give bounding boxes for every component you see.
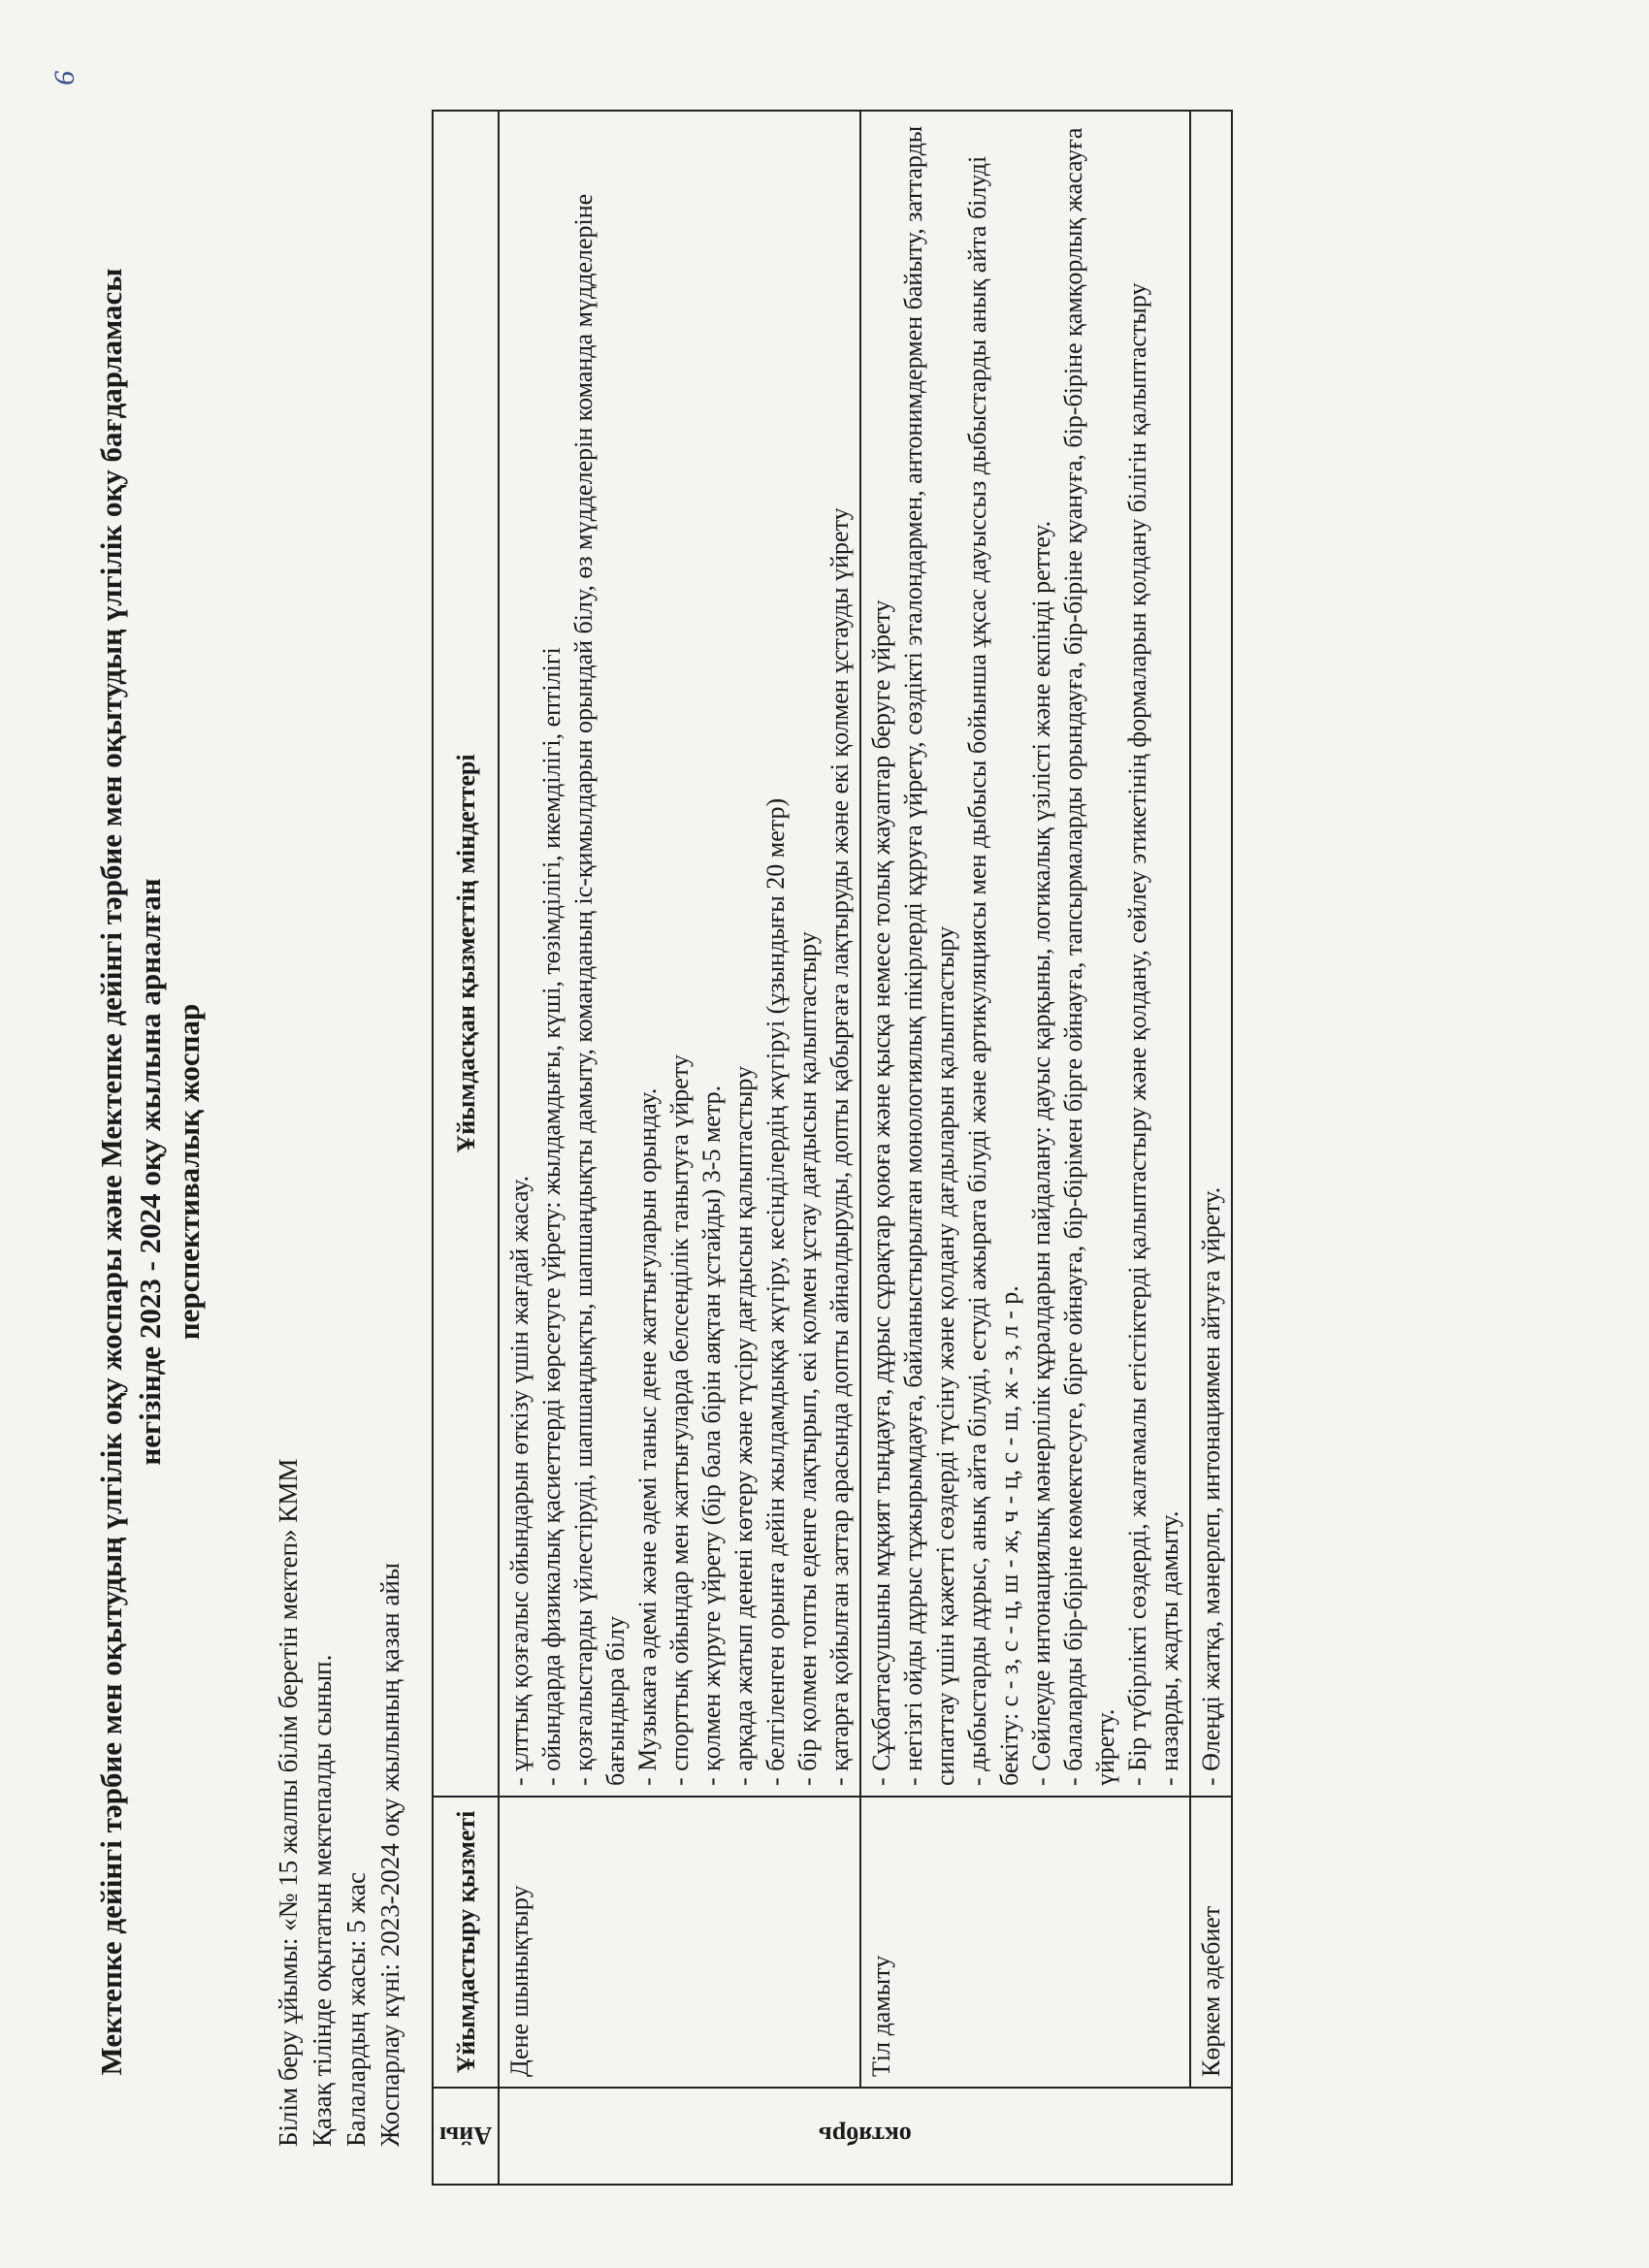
plan-table bbox=[432, 110, 1233, 2186]
meta-organization: Білім беру ұйымы: «№ 15 жалпы білім беретін мектеп» КММ bbox=[274, 1458, 303, 2147]
task-item: - арқада жатып денені көтеру және түсіру дағдысын қалыптастыру bbox=[729, 1065, 759, 1786]
title-line-3: перспективалық жоспар bbox=[172, 1003, 206, 1341]
header-tasks: Ұйымдасқан қызметтің міндеттері bbox=[433, 111, 499, 1797]
task-item: - Сөйлеуде интонациялық мәнерлілік құралдарын пайдалану: дауыс қарқыны, логикалық үзілісті және екпінді реттеу. bbox=[1027, 520, 1056, 1786]
task-item: - қатарға қойылған заттар арасында допты айналдыруды, допты қабырғаға лақтыруды және екі қолмен ұстауды үйрету bbox=[825, 507, 855, 1786]
activity-cell: Тіл дамыту bbox=[860, 1797, 1190, 2088]
task-item: - Сұхбаттасушыны мұқият тыңдауға, дұрыс сұрақтар қоюға және қысқа немесе толық жауаптар беруге үйрету bbox=[867, 599, 896, 1786]
tasks-cell bbox=[499, 111, 860, 1797]
meta-age: Балалардың жасы: 5 жас bbox=[341, 1872, 371, 2147]
month-label: октябрь bbox=[819, 2122, 912, 2151]
task-item: - қозғалыстарды үйлестіруді, шапшаңдықты, шапшаңдықты дамыту, команданың іс-қимылдарын орындай білу, өз мүдделерін команда мүдделеріне бағындыра білу bbox=[569, 193, 630, 1786]
task-item: - белгіленген орынға дейін жылдамдыққа жүгіру, кесінділердің жүгіруі (ұзындығы 20 метр) bbox=[761, 797, 791, 1786]
task-item: - негізгі ойды дұрыс тұжырымдауға, байланыстырылған монологиялық пікірлерді құруға үйрету, сөздікті эталондармен, антонимдермен байыту, заттарды сипаттау үшін қажетті сөздерді түсіну және қолдану дағдыларын қалыптастыру bbox=[899, 125, 960, 1786]
table-row bbox=[860, 111, 1190, 2185]
document-title bbox=[92, 192, 209, 2152]
tasks-cell bbox=[860, 111, 1190, 1797]
header-activity: Ұйымдастыру қызметі bbox=[433, 1797, 499, 2088]
task-item: - спорттық ойындар мен жаттығуларда белсенділік танытуға үйрету bbox=[665, 1054, 695, 1786]
activity-cell: Көркем әдебиет bbox=[1190, 1797, 1232, 2088]
title-line-1: Мектепке дейінгі тәрбие мен оқытудың үлгілік оқу жоспары және Мектепке дейінгі тәрбие мен оқытудың үлгілік оқу бағдарламасы bbox=[94, 268, 128, 2076]
task-item: - қолмен жүруге үйрету (бір бала бірін аяқтан ұстайды) 3-5 метр. bbox=[697, 1085, 727, 1786]
page-number: 6 bbox=[48, 71, 81, 85]
table-row bbox=[1190, 111, 1232, 2185]
tasks-cell bbox=[1190, 111, 1232, 1797]
table-row bbox=[499, 111, 860, 2185]
header-month-label: Айы bbox=[439, 2122, 493, 2151]
task-item: - назарды, жадты дамыту. bbox=[1155, 1510, 1184, 1786]
meta-date: Жоспарлау күні: 2023-2024 оқу жылының қазан айы bbox=[375, 1562, 404, 2147]
task-item: - Өлеңді жатқа, мәнерлеп, интонациямен айтуға үйрету. bbox=[1197, 1186, 1226, 1786]
month-cell bbox=[499, 2088, 1232, 2185]
task-item: - дыбыстарды дұрыс, анық айта білуді, естуді ажырата білуді және артикуляциясы мен дыбысы бойынша ұқсас дауыссыз дыбыстарды анық айта білуді бекіту: с - з, с - ц, ш - ж, ч - ц, с - ш, ж - з, л - р. bbox=[963, 155, 1024, 1786]
table-header-row bbox=[433, 111, 499, 2185]
task-item: - балаларды бір-біріне көмектесуге, бірге ойнауға, бір-бірімен бірге ойнауға, тапсырмаларды орындауға, бір-біріне қуануға, бір-біріне қамқорлық жасауға үйрету. bbox=[1059, 127, 1120, 1786]
document-meta bbox=[272, 983, 407, 2147]
activity-cell: Дене шынықтыру bbox=[499, 1797, 860, 2088]
task-item: - ұлттық қозғалыс ойындарын өткізу үшін жағдай жасау. bbox=[505, 1175, 534, 1786]
title-line-2: негізінде 2023 - 2024 оқу жылына арналған bbox=[133, 878, 167, 1466]
meta-class: Қазақ тілінде оқытатын мектепалды сынып. bbox=[307, 1654, 337, 2147]
task-item: - ойындарда физикалық қасиеттерді көрсетуге үйрету: жылдамдығы, күші, төзімділігі, икемділігі, ептілігі bbox=[537, 647, 566, 1786]
task-item: - Музыкаға әдемі және әдемі таныс дене жаттығуларын орындау. bbox=[633, 1087, 663, 1786]
task-item: - бір қолмен топты еденге лақтырып, екі қолмен ұстау дағдысын қалыптастыру bbox=[793, 931, 823, 1786]
header-month bbox=[433, 2088, 499, 2185]
task-item: - Бір түбірлікті сөздерді, жалғамалы етістіктерді қалыптастыру және қолдану, сөйлеу этикетінің формаларын қолдану білігін қалыптастыру bbox=[1123, 282, 1152, 1786]
